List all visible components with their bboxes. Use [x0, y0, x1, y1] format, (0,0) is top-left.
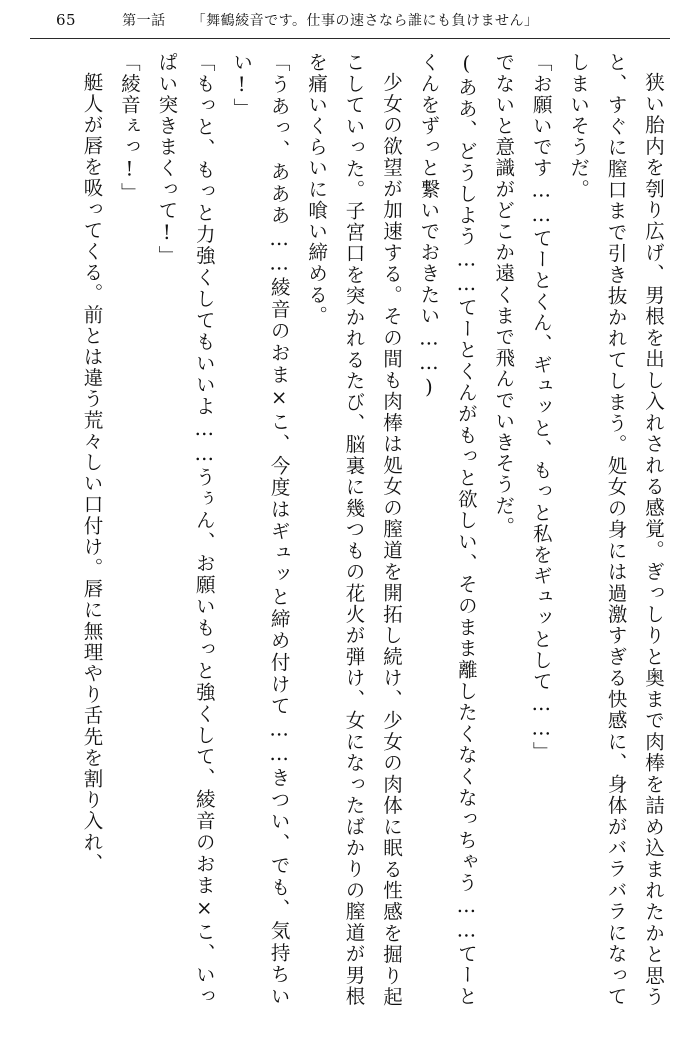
paragraph: 「もっと、もっと力強くしてもいいよ……うぅん、お願いもっと強くして、綾音のおま×こ、いっぱい突きまくって!」 [155, 52, 216, 1007]
page-number: 65 [56, 11, 77, 29]
paragraph: 「綾音ぇっ!」 [117, 52, 141, 204]
paragraph: 艇人が唇を吸ってくる。前とは違う荒々しい口付け。唇に無理やり舌先を割り入れ、 [80, 71, 104, 874]
chapter-title: 「舞鶴綾音です。仕事の速さなら誰にも負けません」 [191, 13, 539, 29]
paragraph: 「お願いです……てーとくん、ギュッと、もっと私をギュッとして……」 [529, 52, 553, 763]
paragraph: でないと意識がどこか遠くまで飛んでいきそうだ。 [492, 52, 516, 538]
body-area [28, 52, 672, 1012]
page-header [0, 0, 700, 40]
header-divider [30, 38, 670, 39]
paragraph: 「うあっ、あああ……綾音のおま×こ、今度はギュッと締め付けて……きつい、でも、気持ちいい!」 [230, 52, 291, 1007]
chapter-label: 第一話 [122, 13, 166, 29]
vertical-text-column [28, 52, 672, 1007]
paragraph: 狭い胎内を刳り広げ、男根を出し入れされる感覚。ぎっしりと奥まで肉棒を詰め込まれたかと思うと、すぐに膣口まで引き抜かれてしまう。処女の身には過激すぎる快感に、身体がバラバラになってしまいそうだ。 [567, 52, 665, 1007]
paragraph: 少女の欲望が加速する。その間も肉棒は処女の膣道を開拓し続け、少女の肉体に眠る性感を掘り起こしていった。子宮口を突かれるたび、脳裏に幾つもの花火が弾け、女になったばかりの膣道が男根を痛いくらいに喰い締める。 [305, 52, 403, 1007]
paragraph: (ああ、どうしよう……てーとくんがもっと欲しい、そのまま離したくなくなっちゃう……てーとくんをずっと繋いでおきたい……) [417, 52, 478, 1007]
